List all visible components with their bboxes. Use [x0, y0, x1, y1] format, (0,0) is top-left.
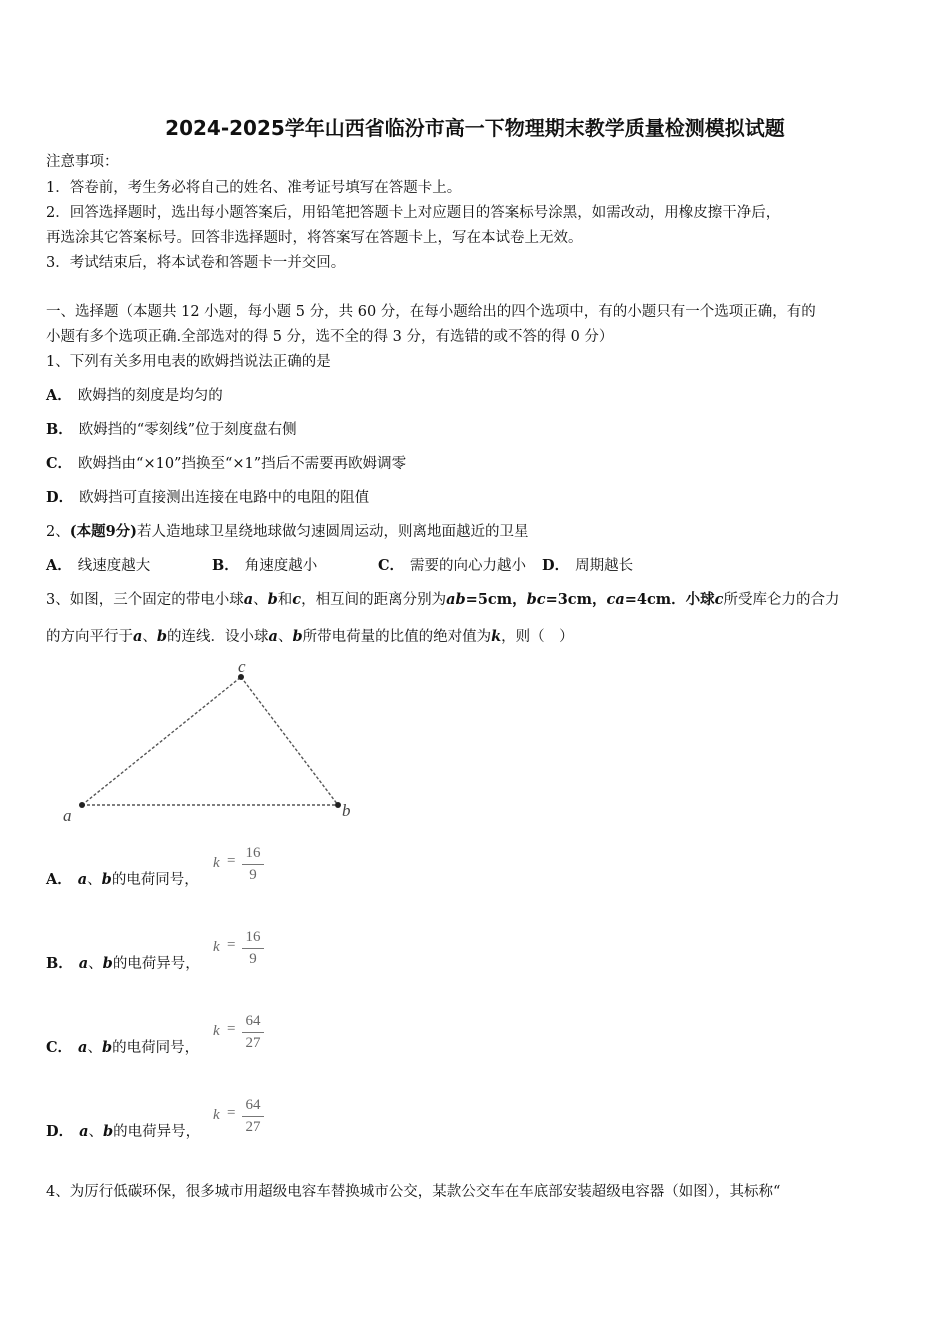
value: =4cm．小球: [624, 591, 715, 608]
option-label: A．: [46, 871, 72, 888]
option-label: D．: [46, 489, 74, 506]
var-a: a: [268, 628, 278, 645]
var-k: k: [213, 855, 220, 871]
text: 所带电荷量的比值的绝对值为: [302, 629, 492, 645]
text: 、: [253, 592, 268, 608]
numerator: 16: [245, 929, 261, 945]
q1-option-d[interactable]: [46, 488, 369, 508]
point-a: [79, 802, 85, 808]
notice-heading: 注意事项：: [46, 154, 119, 170]
text: 和: [277, 592, 293, 608]
var-b: b: [267, 591, 278, 608]
text: 、: [87, 1040, 102, 1056]
var-b: b: [101, 871, 112, 888]
option-text: 的电荷异号，: [112, 956, 200, 972]
q4-stem: 4、为厉行低碳环保，很多城市用超级电容车替换城市公交，某款公交车在车底部安装超级电容器（如图），其标称“: [46, 1184, 781, 1200]
var-c: c: [292, 591, 302, 608]
q2-option-b[interactable]: [212, 556, 317, 576]
q1-option-a[interactable]: [46, 386, 223, 406]
value: =5cm，: [465, 591, 527, 608]
denominator: 27: [245, 1119, 261, 1135]
option-label: D．: [46, 1123, 74, 1140]
notice-item-2-cont: 再选涂其它答案标号。回答非选择题时，将答案写在答题卡上，写在本试卷上无效。: [46, 230, 583, 246]
text: 的方向平行于: [46, 629, 133, 645]
var-a: a: [78, 955, 89, 972]
denominator: 9: [249, 951, 257, 967]
option-text: 欧姆挡的“零刻线”位于刻度盘右侧: [78, 422, 297, 438]
var-b: b: [292, 628, 303, 645]
q3-stem-line1: [46, 590, 839, 610]
option-text: 周期越长: [575, 558, 634, 574]
option-label: C．: [378, 557, 405, 574]
numerator: 64: [245, 1013, 261, 1029]
notice-item-1: 1．答卷前，考生务必将自己的姓名、准考证号填写在答题卡上。: [46, 180, 462, 196]
var-k: k: [491, 628, 502, 645]
equals: =: [227, 937, 236, 953]
q2-stem: [46, 522, 529, 542]
q3-option-b[interactable]: [46, 954, 200, 974]
q3-option-d[interactable]: [46, 1122, 200, 1142]
q3-option-b-formula: [213, 929, 273, 973]
option-text: 欧姆挡由“×10”挡换至“×1”挡后不需要再欧姆调零: [78, 456, 407, 472]
q3-triangle-figure: [46, 655, 366, 830]
q2-number: 2、: [46, 524, 70, 540]
var-b: b: [102, 955, 113, 972]
text: ，则（ ）: [501, 629, 574, 645]
option-label: B．: [212, 557, 239, 574]
fraction-bar: [242, 1116, 264, 1117]
numerator: 64: [245, 1097, 261, 1113]
text: 所受库仑力的合力: [723, 592, 840, 608]
option-text: 的电荷同号，: [112, 1040, 200, 1056]
text: 、: [88, 1124, 103, 1140]
section-instructions-line2: 小题有多个选项正确.全部选对的得 5 分，选不全的得 3 分，有选错的或不答的得 0 分）: [46, 329, 614, 345]
q3-stem-line2: [46, 627, 574, 647]
side-ac: [82, 677, 241, 805]
option-label: A．: [46, 387, 72, 404]
var-b: b: [102, 1123, 114, 1140]
point-b: [335, 802, 341, 808]
var-a: a: [133, 628, 143, 645]
var-a: a: [78, 1039, 88, 1056]
option-label: C．: [46, 455, 73, 472]
q1-stem: 1、下列有关多用电表的欧姆挡说法正确的是: [46, 354, 331, 370]
q1-option-c[interactable]: [46, 454, 406, 474]
var-k: k: [213, 1107, 220, 1123]
q3-option-c[interactable]: [46, 1038, 199, 1058]
var-k: k: [213, 939, 220, 955]
denominator: 27: [245, 1035, 261, 1051]
option-label: B．: [46, 955, 73, 972]
var-b: b: [101, 1039, 113, 1056]
var-a: a: [243, 591, 254, 608]
q2-option-c[interactable]: [378, 556, 526, 576]
option-text: 欧姆挡的刻度是均匀的: [77, 388, 223, 404]
text: 、: [142, 629, 157, 645]
denominator: 9: [249, 867, 257, 883]
label-a: a: [63, 806, 72, 825]
var-a: a: [79, 1123, 89, 1140]
option-label: A．: [46, 557, 72, 574]
equals: =: [227, 1021, 236, 1037]
q2-points: (本题9分): [69, 523, 138, 540]
option-text: 欧姆挡可直接测出连接在电路中的电阻的阻值: [79, 490, 370, 506]
q3-option-a[interactable]: [46, 870, 199, 890]
option-text: 的电荷同号，: [111, 872, 199, 888]
text: 的连线．设小球: [167, 629, 269, 645]
side-cb: [241, 677, 338, 805]
var-ca: ca: [606, 591, 625, 608]
label-c: c: [238, 657, 246, 676]
notice-item-2: 2．回答选择题时，选出每小题答案后，用铅笔把答题卡上对应题目的答案标号涂黑，如需改动，用橡皮擦干净后，: [46, 205, 781, 221]
fraction-bar: [242, 864, 264, 865]
q2-option-d[interactable]: [542, 556, 633, 576]
text: 、: [87, 872, 102, 888]
value: =3cm，: [545, 591, 607, 608]
option-text: 角速度越小: [244, 558, 318, 574]
var-ab: ab: [446, 591, 466, 608]
var-b: b: [156, 628, 168, 645]
numerator: 16: [245, 845, 261, 861]
var-a: a: [77, 871, 88, 888]
text: 3、如图，三个固定的带电小球: [46, 592, 244, 608]
var-k: k: [213, 1023, 220, 1039]
q2-stem-text: 若人造地球卫星绕地球做匀速圆周运动，则离地面越近的卫星: [137, 524, 529, 540]
option-label: B．: [46, 421, 73, 438]
label-b: b: [342, 801, 351, 820]
option-text: 线速度越大: [77, 558, 151, 574]
var-bc: bc: [526, 591, 546, 608]
fraction-bar: [242, 1032, 264, 1033]
section-instructions-line1: 一、选择题（本题共 12 小题，每小题 5 分，共 60 分，在每小题给出的四个选项中，有的小题只有一个选项正确，有的: [46, 304, 816, 320]
option-label: C．: [46, 1039, 73, 1056]
q2-option-a[interactable]: [46, 556, 150, 576]
option-text: 的电荷异号，: [113, 1124, 201, 1140]
q3-option-c-formula: [213, 1013, 273, 1057]
text: ，相互间的距离分别为: [301, 592, 447, 608]
q3-option-a-formula: [213, 845, 273, 889]
q3-option-d-formula: [213, 1097, 273, 1141]
q1-option-b[interactable]: [46, 420, 297, 440]
fraction-bar: [242, 948, 264, 949]
var-c: c: [714, 591, 724, 608]
notice-item-3: 3．考试结束后，将本试卷和答题卡一并交回。: [46, 255, 346, 271]
text: 、: [88, 956, 103, 972]
text: 、: [277, 629, 293, 645]
option-text: 需要的向心力越小: [410, 558, 527, 574]
equals: =: [227, 853, 236, 869]
page-title: 2024-2025学年山西省临汾市高一下物理期末教学质量检测模拟试题: [165, 116, 785, 140]
equals: =: [227, 1105, 236, 1121]
option-label: D．: [542, 557, 570, 574]
